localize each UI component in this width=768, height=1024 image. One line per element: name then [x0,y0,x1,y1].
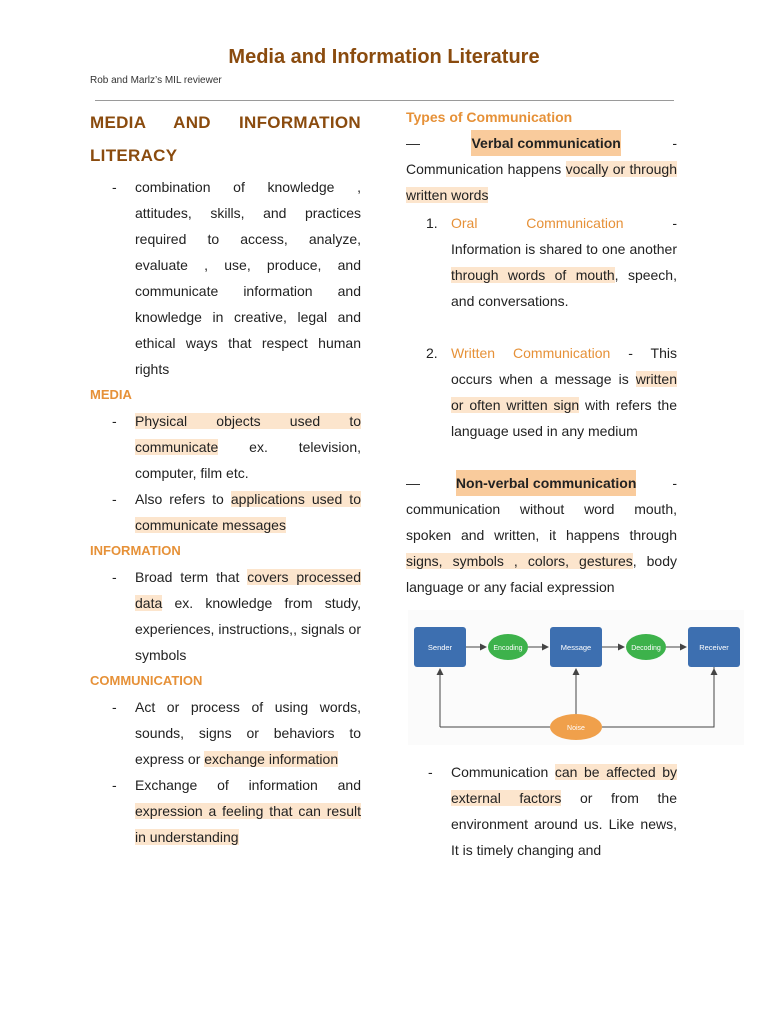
written-text-pre: - This occurs when a message is [451,345,677,387]
document-subtitle: Rob and Marlz’s MIL reviewer [90,75,222,86]
communication-text-1: Act or process of using words, sounds, signs or behaviors to express or [135,699,361,767]
oral-number: 1. [426,215,438,231]
nonverbal-definition [406,496,677,600]
literacy-definition-text: combination of knowledge , attitudes, skills, and practices required to access, analyze, evaluate , use, produce, and communicate information and knowledge in creative, legal and ethical ways that respect human rights [135,179,361,377]
dash: - [672,135,677,151]
right-column [406,104,729,863]
oral-label-2: Communication [526,215,624,231]
message-label: Message [560,643,592,652]
written-highlight: written or often written sign [451,371,677,413]
emdash: — [406,135,420,151]
bullet-dash: - [112,491,117,507]
decoding-label: Decoding [631,645,661,652]
information-highlight: covers processed data [135,569,361,611]
spacer [406,444,677,470]
nonverbal-label: Non-verbal communication [456,470,636,496]
communication-item-1 [90,694,361,772]
media-text-1: ex. television, computer, film etc. [135,439,361,481]
communication-heading: COMMUNICATION [90,673,203,688]
information-heading: INFORMATION [90,543,181,558]
media-heading: MEDIA [90,387,132,402]
oral-item [406,210,677,314]
media-item-1 [90,408,361,486]
bullet-dash: - [112,413,117,429]
sender-label: Sender [427,643,453,652]
oral-heading-line [451,210,677,236]
verbal-def-text: Communication happens [406,161,566,177]
communication-model-diagram [408,610,744,745]
oral-text-pre: Information is shared to one another [451,241,677,257]
spacer [406,314,677,340]
external-factors-item [406,759,677,863]
oral-label-1: Oral [451,215,478,231]
oral-dash: - [672,215,677,231]
document-title: Media and Information Literature [228,46,540,68]
verbal-label: Verbal communication [471,130,620,156]
mil-heading-line2: LITERACY [90,146,178,165]
nonverbal-def-text: communication without word mouth, spoken and written, it happens through [406,501,677,543]
external-highlight: can be affected by external factors [451,764,677,806]
written-item [406,340,677,444]
mil-heading-line1: MEDIA AND INFORMATION [90,113,361,132]
written-label: Written Communication [451,345,611,361]
literacy-definition-item [90,174,361,382]
bullet-dash: - [112,699,117,715]
oral-highlight: through words of mouth [451,267,615,283]
types-heading: Types of Communication [406,109,573,125]
receiver-label: Receiver [699,643,729,652]
media-text-2: Also refers to [135,491,231,507]
verbal-def-highlight: vocally or through written words [406,161,677,203]
bullet-dash: - [428,764,433,780]
bullet-dash: - [112,777,117,793]
media-highlight-1: Physical objects used to communicate [135,413,361,455]
left-column [90,106,361,850]
information-item [90,564,361,668]
communication-highlight-2: expression a feeling that can result in understanding [135,803,361,845]
nonverbal-def-rest: , body language or any facial expression [406,553,678,595]
external-text-rest: or from the environment around us. Like news, It is timely changing and [451,790,677,858]
nonverbal-heading-line [406,470,677,496]
media-highlight-2: applications used to communicate messages [135,491,361,533]
verbal-definition [406,156,677,208]
communication-highlight-1: exchange information [204,751,339,767]
encoding-label: Encoding [493,645,523,652]
communication-item-2 [90,772,361,850]
noise-label: Noise [567,725,585,732]
emdash: — [406,475,420,491]
external-text-pre: Communication [451,764,555,780]
oral-text-rest: , speech, and conversations. [451,267,677,309]
written-number: 2. [426,345,438,361]
nonverbal-def-highlight: signs, symbols , colors, gestures [406,553,633,569]
written-text-rest: with refers the language used in any medium [451,397,677,439]
communication-text-2: Exchange of information and [135,777,361,793]
header-divider [95,100,674,101]
bullet-dash: - [112,569,117,585]
verbal-heading-line [406,130,677,156]
information-text-pre: Broad term that [135,569,248,585]
bullet-dash: - [112,179,117,195]
information-text-rest: ex. knowledge from study, experiences, instructions,, signals or symbols [135,595,361,663]
media-item-2 [90,486,361,538]
dash: - [672,475,677,491]
